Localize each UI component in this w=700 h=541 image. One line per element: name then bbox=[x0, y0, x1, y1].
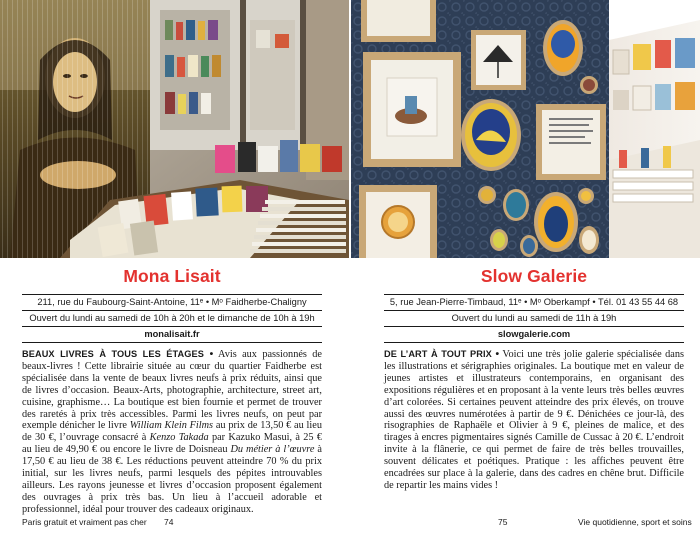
venue-address: 211, rue du Faubourg-Saint-Antoine, 11ᵉ • Mᵒ Faidherbe-Chaligny bbox=[22, 294, 322, 310]
right-page bbox=[384, 258, 684, 541]
body-text-part: au prix de 13,50 € au lieu de 30 €, l’ouvrage consacré à bbox=[22, 420, 322, 444]
venue-website: slowgalerie.com bbox=[384, 326, 684, 343]
venue-address: 5, rue Jean-Pierre-Timbaud, 11ᵉ • Mᵒ Oberkampf • Tél. 01 43 55 44 68 bbox=[384, 294, 684, 310]
venue-description bbox=[22, 349, 322, 516]
book-title: Du métier à l’œuvre bbox=[230, 444, 315, 456]
bookshop-photo bbox=[0, 0, 349, 258]
body-text-part: par Kazuko Masui, à 25 € au lieu de 49,90 € ou encore le livre de Doisneau bbox=[22, 432, 322, 456]
body-text-part: Avis aux passionnés de beaux-livres ! Cette librairie située au cœur du quartier Faidherbe est spécialisée dans la vente de beaux livres neufs à prix réduits, ainsi que de livres d’occasion. Beaux-Arts, photographie, architecture, street art, cuisine, graphisme… La boutique est bien fournie et permet de trouver des raretés à prix très accessibles. Parmi les livres neufs, on peut par exemple dénicher le livre bbox=[22, 349, 323, 432]
venue-hours: Ouvert du lundi au samedi de 11h à 19h bbox=[384, 310, 684, 326]
lead-heading: BEAUX LIVRES À TOUS LES ÉTAGES bbox=[22, 349, 204, 359]
venue-hours: Ouvert du lundi au samedi de 10h à 20h et le dimanche de 10h à 19h bbox=[22, 310, 322, 326]
venue-description bbox=[384, 349, 684, 492]
footer-section-title: Paris gratuit et vraiment pas cher bbox=[22, 517, 147, 527]
body-text-part: à 17,50 € au lieu de 38 €. Les réductions peuvent atteindre 70 % du prix initial, sur les livres neufs, parmi lesquels des pépites introuvables ailleurs. Les rayons jeunesse et livres d’occasion proposent également des ouvrages à prix très bas. Un lieu à l’accueil adorable et professionnel, idéal pour trouver des cadeaux originaux. bbox=[22, 444, 323, 515]
page-number: 75 bbox=[498, 517, 508, 527]
footer-section-title: Vie quotidienne, sport et soins bbox=[578, 517, 692, 527]
venue-title: Slow Galerie bbox=[480, 266, 588, 286]
venue-website: monalisait.fr bbox=[22, 326, 322, 343]
venue-title: Mona Lisait bbox=[123, 266, 221, 286]
page-number: 74 bbox=[164, 517, 174, 527]
left-page bbox=[22, 258, 322, 541]
book-title: Kenzo Takada bbox=[149, 432, 209, 444]
gallery-photo bbox=[351, 0, 700, 258]
lead-heading: DE L’ART À TOUT PRIX bbox=[384, 349, 492, 359]
body-text-part: Voici une très jolie galerie spécialisée dans les illustrations et sérigraphies originales. La boutique met en valeur de jeunes artistes et illustrateurs contemporains, en organisant des expositions régulières et en proposant à la vente leurs très belles œuvres d’art colorées. Si certaines peuvent atteindre des prix élevés, on trouve aussi des œuvres numérotées à partir de 9 €. Dénichées ce jour-là, des risographies de Raphaële et Olivier à 9 €, pleines de malice, et des tirages à encres pigmentaires signés Camille de Cussac à 20 €. L’endroit invite à la flânerie, ce qui permet de faire de très belles trouvailles, souvent délicates et poétiques. Pratique : les affiches peuvent être encadrées sur place à la galerie, dans des cadres en chêne brut. Difficile de repartir les mains vides ! bbox=[384, 349, 684, 491]
lead-separator: • bbox=[491, 349, 500, 360]
book-title: William Klein Films bbox=[129, 420, 214, 432]
lead-separator: • bbox=[203, 349, 214, 360]
